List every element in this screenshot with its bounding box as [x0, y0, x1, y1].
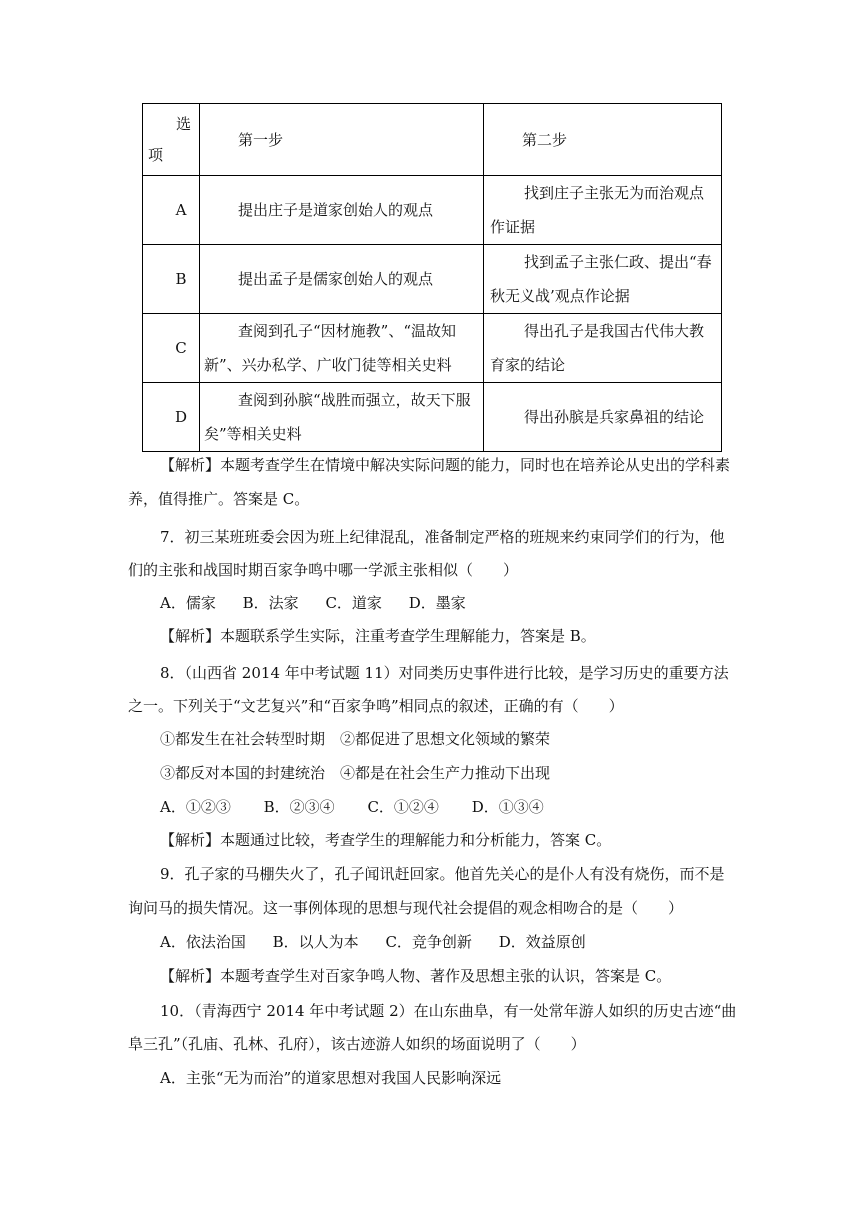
q9-option-c: C．竞争创新 [385, 933, 472, 951]
analysis-q8: 【解析】本题通过比较，考查学生的理解能力和分析能力，答案 C。 [160, 831, 612, 849]
header-option-char1: 选 [176, 115, 192, 133]
table-row [143, 314, 722, 383]
analysis-q6-line2: 养，值得推广。答案是 C。 [128, 490, 310, 508]
question-7-line1: 7．初三某班班委会因为班上纪律混乱，准备制定严格的班规来约束同学们的行为，他 [160, 528, 725, 546]
question-8-statements-2: ③都反对本国的封建统治 ④都是在社会生产力推动下出现 [160, 764, 551, 782]
q8-option-b: B．②③④ [263, 798, 335, 816]
question-8-line2: 之一。下列关于“文艺复兴”和“百家争鸣”相同点的叙述，正确的有（ ） [128, 697, 624, 715]
options-table [142, 103, 722, 452]
question-7-line2: 们的主张和战国时期百家争鸣中哪一学派主张相似（ ） [128, 561, 519, 579]
table-row [143, 176, 722, 245]
table-row [143, 245, 722, 314]
q7-option-b: B．法家 [242, 594, 299, 612]
question-8-options [160, 790, 762, 824]
header-option-char2: 项 [148, 146, 164, 164]
question-9-options [160, 925, 762, 959]
q7-option-a: A．儒家 [160, 594, 216, 612]
table-row [143, 383, 722, 452]
q8-option-c: C．①②④ [367, 798, 439, 816]
q9-option-a: A．依法治国 [160, 933, 246, 951]
q8-option-a: A．①②③ [160, 798, 231, 816]
question-10-line1: 10．（青海西宁 2014 年中考试题 2）在山东曲阜，有一处常年游人如织的历史古迹“曲 [160, 1002, 737, 1020]
row-step2: 找到庄子主张无为而治观点作证据 [484, 176, 722, 245]
q9-option-b: B．以人为本 [272, 933, 359, 951]
header-step2: 第二步 [484, 104, 722, 176]
question-10-line2: 阜三孔”（孔庙、孔林、孔府），该古迹游人如织的场面说明了（ ） [128, 1035, 586, 1053]
row-step2: 得出孙膑是兵家鼻祖的结论 [484, 383, 722, 452]
row-option: D [143, 383, 200, 452]
q9-option-d: D．效益原创 [498, 933, 586, 951]
question-9-line2: 询问马的损失情况。这一事例体现的思想与现代社会提倡的观念相吻合的是（ ） [128, 899, 684, 917]
row-option: B [143, 245, 200, 314]
analysis-q9: 【解析】本题考查学生对百家争鸣人物、著作及思想主张的认识，答案是 C。 [160, 967, 672, 985]
row-step1: 提出孟子是儒家创始人的观点 [200, 245, 484, 314]
analysis-q7: 【解析】本题联系学生实际，注重考查学生理解能力，答案是 B。 [160, 627, 596, 645]
analysis-q6-line1: 【解析】本题考查学生在情境中解决实际问题的能力，同时也在培养论从史出的学科素 [160, 456, 731, 474]
question-8-line1: 8．（山西省 2014 年中考试题 11）对同类历史事件进行比较，是学习历史的重要方法 [160, 664, 729, 682]
table-header-row [143, 104, 722, 176]
question-7-options [160, 586, 762, 620]
header-step1: 第一步 [200, 104, 484, 176]
row-step2: 找到孟子主张仁政、提出“春秋无义战’观点作论据 [484, 245, 722, 314]
question-10-option-a: A．主张“无为而治”的道家思想对我国人民影响深远 [160, 1069, 502, 1087]
question-9-line1: 9．孔子家的马棚失火了，孔子闻讯赶回家。他首先关心的是仆人有没有烧伤，而不是 [160, 865, 725, 883]
row-step2: 得出孔子是我国古代伟大教育家的结论 [484, 314, 722, 383]
q7-option-c: C．道家 [325, 594, 382, 612]
header-option-cell [143, 104, 200, 176]
question-8-statements-1: ①都发生在社会转型时期 ②都促进了思想文化领域的繁荣 [160, 730, 551, 748]
row-option: C [143, 314, 200, 383]
row-step1: 查阅到孙膑“战胜而强立，故天下服矣”等相关史料 [200, 383, 484, 452]
q8-option-d: D．①③④ [471, 798, 544, 816]
row-step1: 查阅到孔子“因材施教”、“温故知新”、兴办私学、广收门徒等相关史料 [200, 314, 484, 383]
q7-option-d: D．墨家 [408, 594, 466, 612]
row-step1: 提出庄子是道家创始人的观点 [200, 176, 484, 245]
row-option: A [143, 176, 200, 245]
